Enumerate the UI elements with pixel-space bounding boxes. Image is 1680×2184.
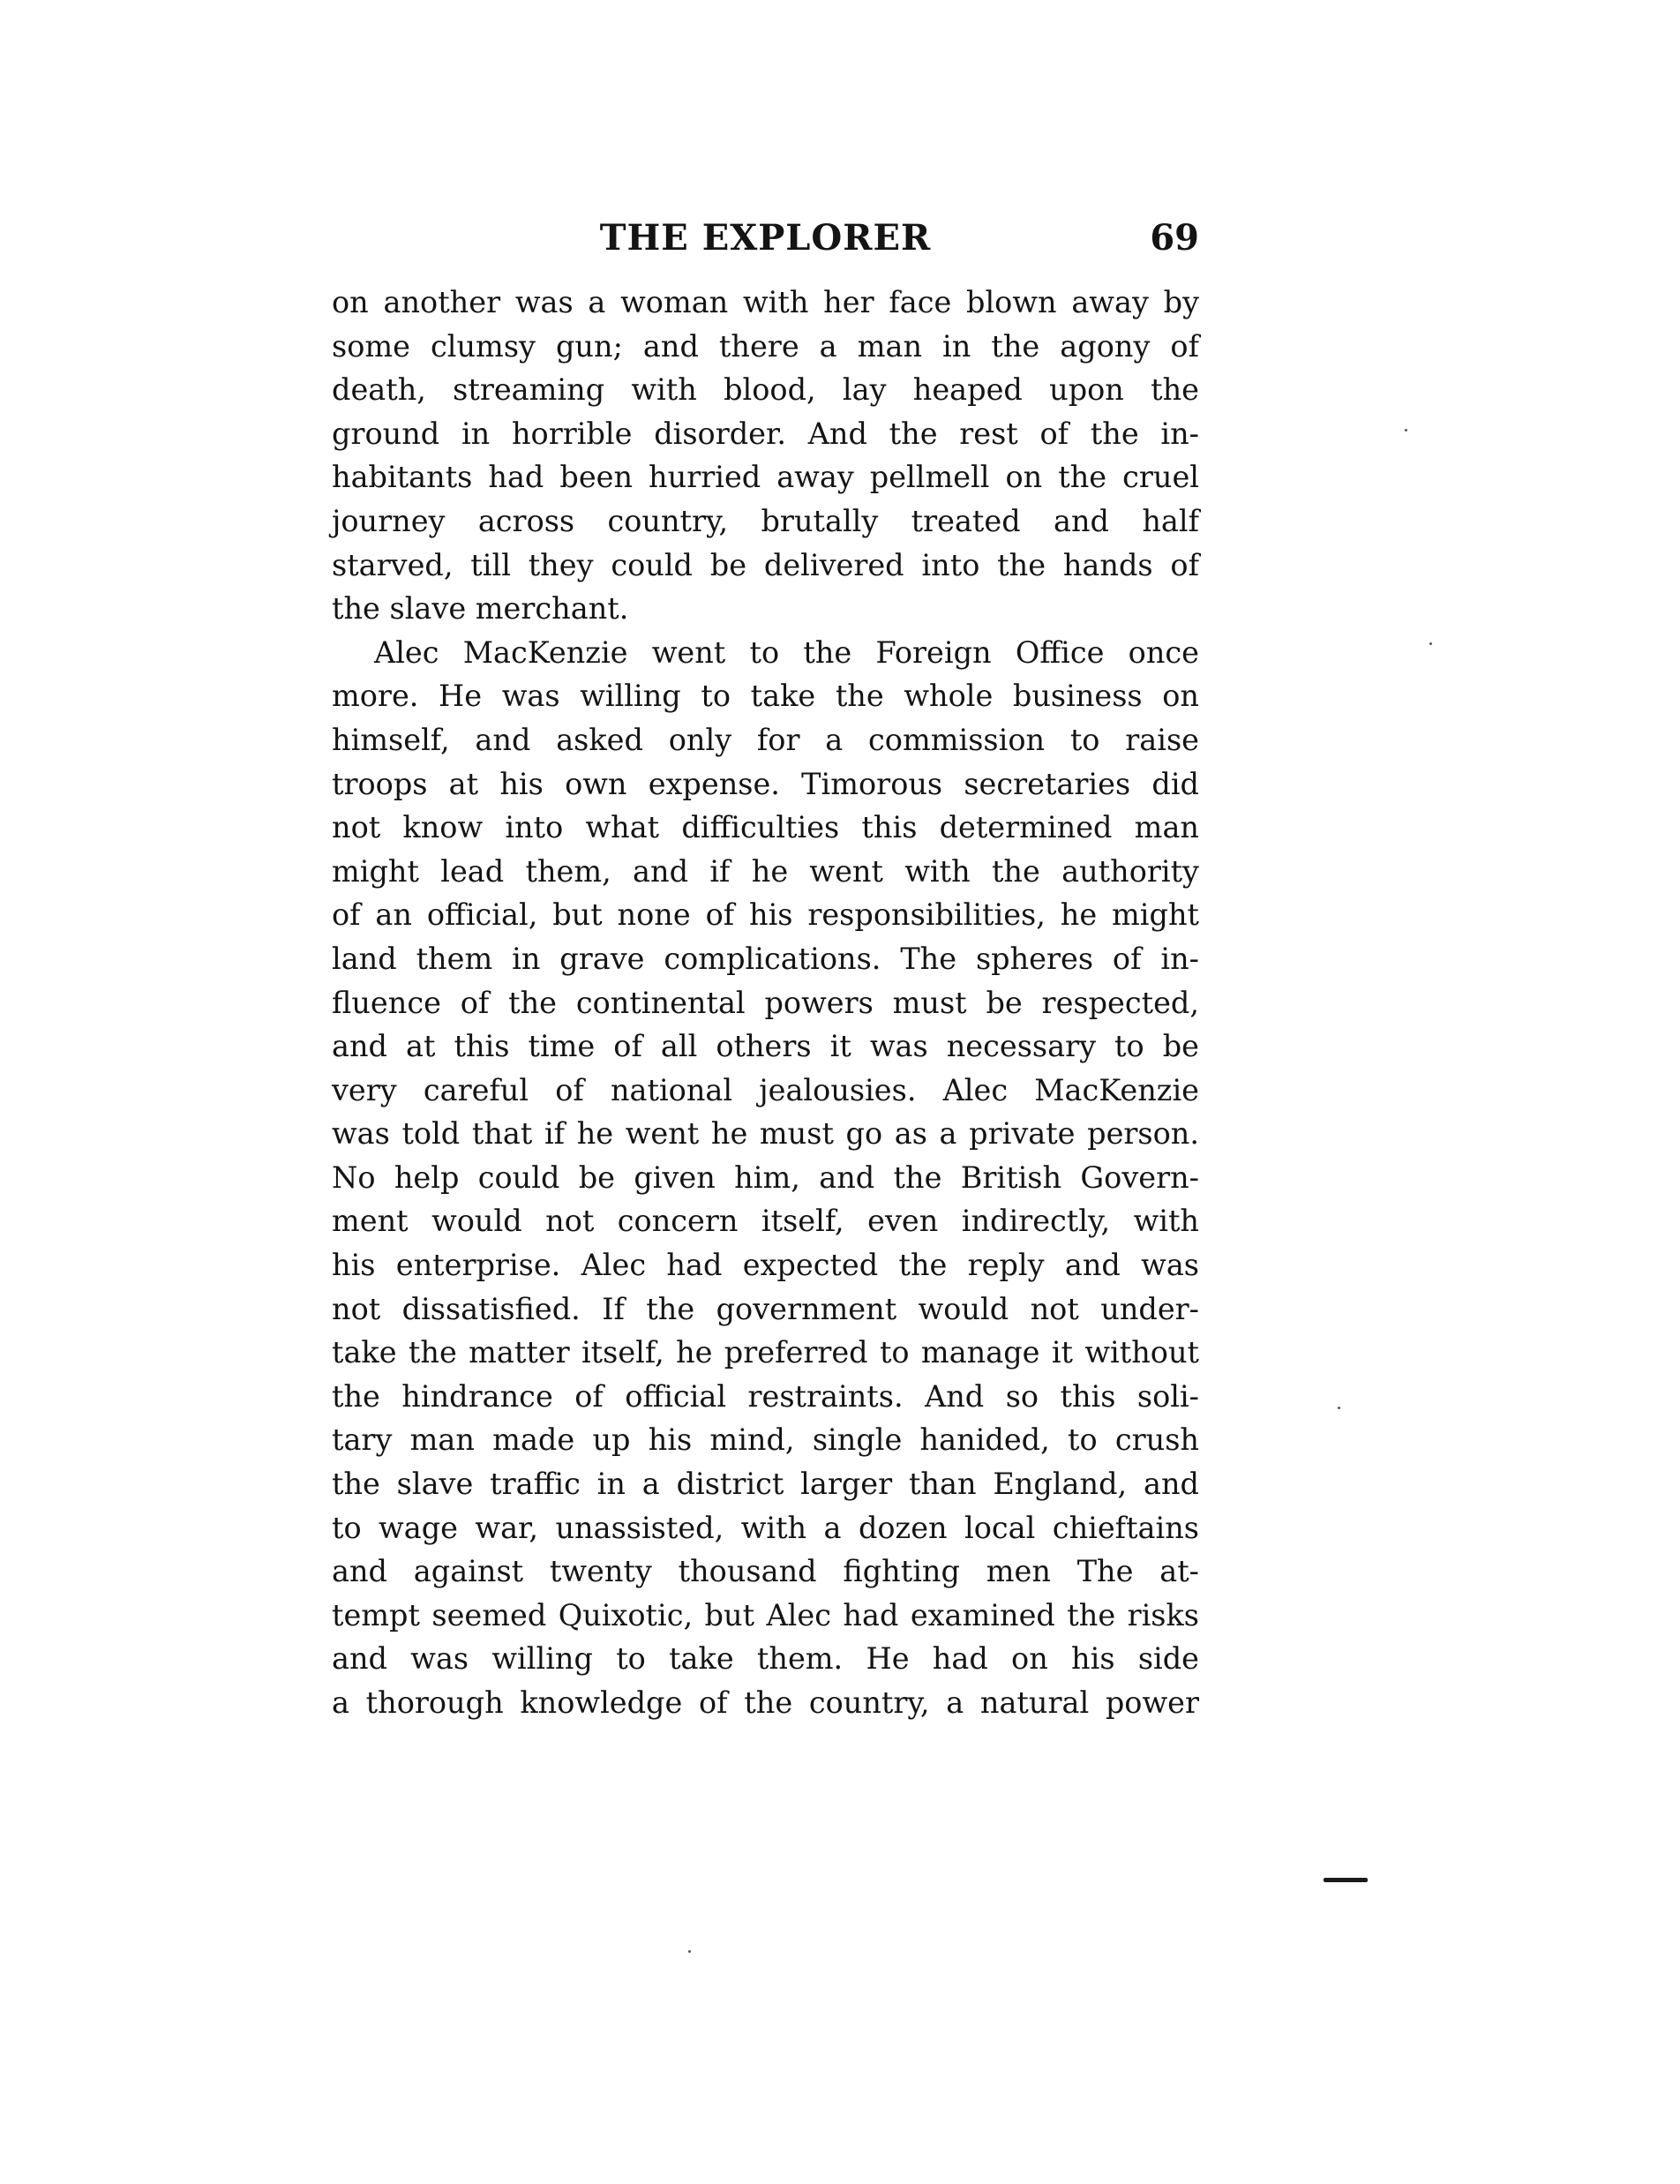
- scan-mark: [1324, 1878, 1368, 1882]
- text-line: on another was a woman with her face blown away by: [332, 285, 1199, 319]
- page-number: 69: [1150, 217, 1199, 259]
- text-line: and at this time of all others it was necessary to be: [332, 1029, 1199, 1064]
- scan-speck: [1405, 429, 1407, 432]
- text-line: tempt seemed Quixotic, but Alec had examined the risks: [332, 1597, 1199, 1632]
- scan-speck: [688, 1950, 691, 1953]
- text-line: more. He was willing to take the whole business on: [332, 679, 1199, 714]
- text-line: the slave traffic in a district larger than England, and: [332, 1467, 1199, 1502]
- text-line: was told that if he went he must go as a private person.: [332, 1116, 1199, 1152]
- text-line: starved, till they could be delivered into the hands of: [332, 547, 1199, 582]
- text-line: some clumsy gun; and there a man in the agony of: [332, 328, 1199, 364]
- text-line: No help could be given him, and the British Govern-: [332, 1160, 1199, 1195]
- text-line: habitants had been hurried away pellmell on the cruel: [332, 460, 1199, 495]
- text-line: not know into what difficulties this determined man: [332, 810, 1199, 845]
- text-line: not dissatisfied. If the government would not under-: [332, 1291, 1199, 1326]
- text-line: the slave merchant.: [332, 591, 629, 627]
- text-line: troops at his own expense. Timorous secretaries did: [332, 766, 1199, 801]
- text-line: ground in horrible disorder. And the rest of the in-: [332, 416, 1199, 451]
- text-line: journey across country, brutally treated and half: [332, 503, 1199, 538]
- scan-speck: [1429, 642, 1432, 645]
- scan-speck: [1338, 1407, 1340, 1409]
- text-line: Alec MacKenzie went to the Foreign Office once: [374, 634, 1199, 670]
- text-line: and was willing to take them. He had on his side: [332, 1641, 1199, 1677]
- text-line: very careful of national jealousies. Alec MacKenzie: [332, 1072, 1199, 1107]
- text-line: land them in grave complications. The spheres of in-: [332, 941, 1199, 976]
- page-header: [332, 212, 1199, 265]
- text-line: fluence of the continental powers must be respected,: [332, 985, 1199, 1020]
- text-line: of an official, but none of his responsibilities, he might: [332, 897, 1199, 933]
- running-head: THE EXPLORER: [599, 217, 932, 259]
- text-line: take the matter itself, he preferred to manage it without: [332, 1335, 1199, 1370]
- text-line: might lead them, and if he went with the authority: [332, 853, 1199, 889]
- text-line: death, streaming with blood, lay heaped upon the: [332, 372, 1199, 408]
- text-line: himself, and asked only for a commission to raise: [332, 722, 1199, 757]
- text-line: the hindrance of official restraints. And so this soli-: [332, 1378, 1199, 1414]
- text-line: a thorough knowledge of the country, a natural power: [332, 1685, 1199, 1720]
- text-line: and against twenty thousand fighting men The at-: [332, 1554, 1199, 1589]
- body-text: [332, 281, 1199, 1725]
- text-line: ment would not concern itself, even indirectly, with: [332, 1204, 1199, 1239]
- text-line: tary man made up his mind, single hanided, to crush: [332, 1422, 1199, 1458]
- text-line: to wage war, unassisted, with a dozen local chieftains: [332, 1510, 1199, 1545]
- text-line: his enterprise. Alec had expected the reply and was: [332, 1248, 1199, 1283]
